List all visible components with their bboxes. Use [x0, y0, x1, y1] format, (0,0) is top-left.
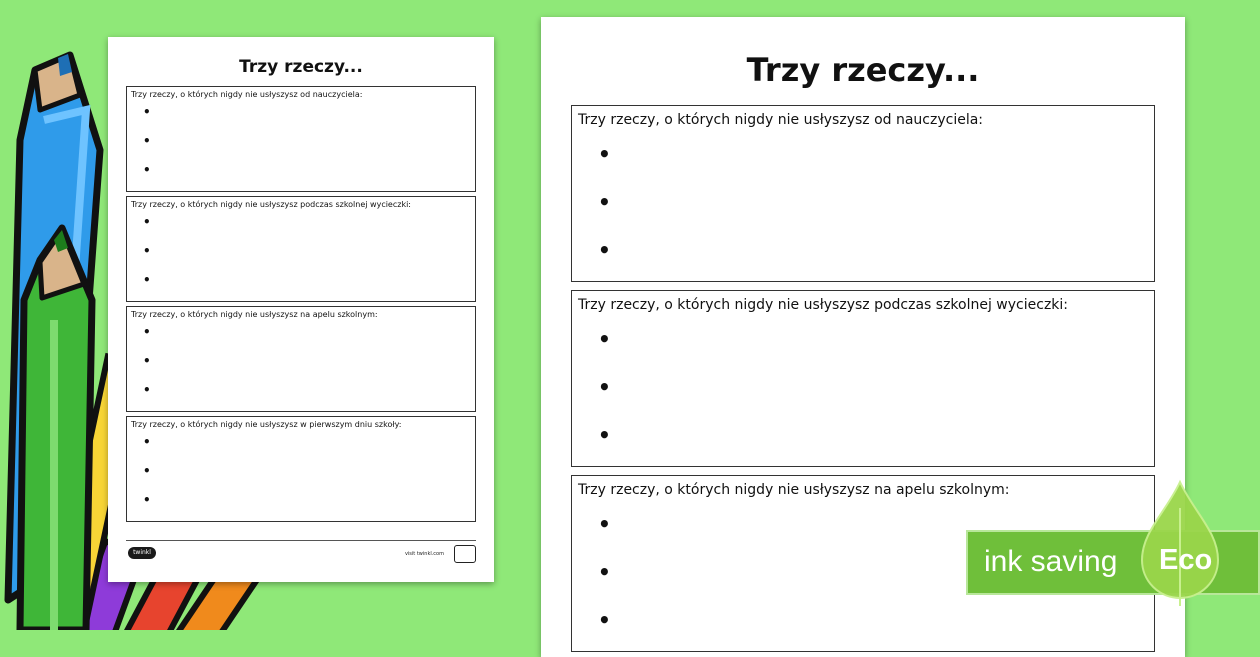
bullet-item — [131, 238, 471, 267]
bullet-item — [578, 176, 1148, 224]
footer-badge-icon — [454, 545, 476, 563]
page-title: Trzy rzeczy... — [239, 57, 363, 77]
bullet-item — [578, 224, 1148, 272]
page-footer — [126, 540, 476, 569]
answer-box — [571, 290, 1155, 467]
bullet-item — [131, 319, 471, 348]
bullet-item — [131, 267, 471, 296]
footer-url: visit twinkl.com — [404, 551, 444, 557]
bullet-list — [578, 313, 1148, 457]
answer-box — [126, 196, 476, 302]
bullet-item — [131, 128, 471, 157]
twinkl-logo: twinkl — [128, 547, 156, 559]
box-prompt: Trzy rzeczy, o których nigdy nie usłyszysz na apelu szkolnym: — [131, 310, 378, 319]
bullet-item — [578, 128, 1148, 176]
answer-box — [126, 416, 476, 522]
bullet-list — [131, 429, 471, 516]
box-prompt: Trzy rzeczy, o których nigdy nie usłyszysz podczas szkolnej wycieczki: — [578, 297, 1069, 313]
bullet-item — [131, 377, 471, 406]
worksheet-thumbnail — [108, 37, 494, 582]
page-title: Trzy rzeczy... — [746, 51, 980, 89]
bullet-item — [578, 361, 1148, 409]
answer-box — [571, 105, 1155, 282]
ink-saving-label: ink saving — [984, 545, 1118, 578]
bullet-item — [131, 209, 471, 238]
answer-box — [126, 86, 476, 192]
bullet-item — [131, 429, 471, 458]
leaf-drop-icon — [1138, 478, 1222, 608]
bullet-item — [131, 348, 471, 377]
box-prompt: Trzy rzeczy, o których nigdy nie usłyszysz podczas szkolnej wycieczki: — [131, 200, 412, 209]
bullet-item — [578, 594, 1148, 642]
bullet-item — [578, 313, 1148, 361]
bullet-item — [131, 458, 471, 487]
bullet-list — [131, 319, 471, 406]
bullet-list — [131, 209, 471, 296]
answer-box — [126, 306, 476, 412]
bullet-item — [578, 409, 1148, 457]
box-prompt: Trzy rzeczy, o których nigdy nie usłyszysz w pierwszym dniu szkoły: — [131, 420, 402, 429]
eco-label: Eco — [1159, 544, 1213, 576]
bullet-list — [131, 99, 471, 186]
bullet-item — [131, 157, 471, 186]
box-prompt: Trzy rzeczy, o których nigdy nie usłyszysz od nauczyciela: — [578, 112, 984, 128]
box-prompt: Trzy rzeczy, o których nigdy nie usłyszysz od nauczyciela: — [131, 90, 363, 99]
bullet-item — [131, 487, 471, 516]
bullet-item — [131, 99, 471, 128]
box-prompt: Trzy rzeczy, o których nigdy nie usłyszysz na apelu szkolnym: — [578, 482, 1010, 498]
bullet-list — [578, 128, 1148, 272]
